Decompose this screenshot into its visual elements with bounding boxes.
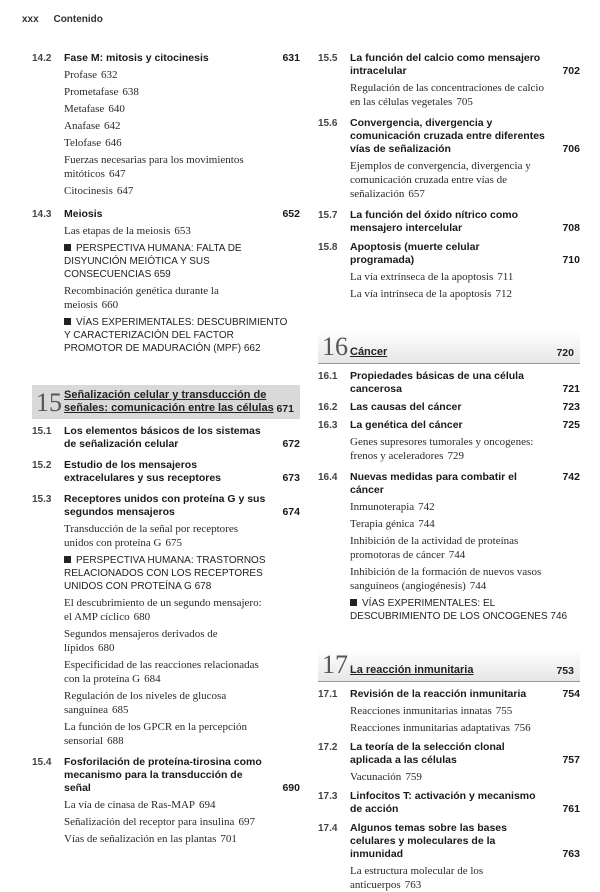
section-page: 763 [562, 848, 580, 860]
toc-entry[interactable]: La vía extrínseca de la apoptosis 711 [350, 271, 514, 283]
section-15-3[interactable] [32, 493, 300, 519]
chapter-title: Cáncer [350, 346, 388, 358]
section-15-7[interactable] [318, 209, 580, 235]
section-title: Convergencia, divergencia y comunicación cruzada entre diferentes vías de señalización [350, 117, 545, 155]
section-page: 725 [562, 419, 580, 431]
toc-entry[interactable]: Prometafase 638 [64, 86, 139, 98]
toc-entry[interactable]: Profase 632 [64, 69, 118, 81]
section-title: Nuevas medidas para combatir el cáncer [350, 471, 517, 496]
section-15-5[interactable] [318, 52, 580, 78]
toc-entry[interactable]: Fuerzas necesarias para los movimientos mitóticos 647 [64, 154, 244, 180]
feature-box-entry[interactable]: PERSPECTIVA HUMANA: FALTA DE DISYUNCIÓN MEIÓTICA Y SUS CONSECUENCIAS 659 [64, 243, 242, 280]
square-bullet-icon [64, 318, 71, 325]
section-page: 742 [562, 471, 580, 483]
chapter-page: 671 [276, 403, 294, 415]
section-17-4[interactable] [318, 822, 580, 861]
section-page: 652 [282, 208, 300, 220]
section-title: Estudio de los mensajeros extracelulares y sus receptores [64, 459, 222, 484]
section-page: 723 [562, 401, 580, 413]
toc-entry[interactable]: Regulación de los niveles de glucosa sanguínea 685 [64, 690, 227, 716]
section-title: Propiedades básicas de una célula cancerosa [350, 370, 524, 395]
section-number: 14.3 [32, 209, 52, 220]
section-number: 16.3 [318, 420, 338, 431]
square-bullet-icon [64, 244, 71, 251]
section-17-1[interactable] [318, 688, 580, 701]
section-15-4[interactable] [32, 756, 300, 795]
section-page: 673 [282, 472, 300, 484]
section-page: 757 [562, 754, 580, 766]
section-16-4[interactable] [318, 471, 580, 497]
chapter-17-heading[interactable] [318, 649, 580, 682]
section-16-1[interactable] [318, 370, 580, 396]
chapter-number: 15 [36, 388, 62, 417]
section-number: 15.1 [32, 426, 52, 437]
section-number: 15.8 [318, 242, 338, 253]
section-page: 706 [562, 143, 580, 155]
chapter-title: La reacción inmunitaria [350, 664, 474, 676]
chapter-number: 16 [322, 332, 348, 361]
section-15-8[interactable] [318, 241, 580, 267]
left-column [32, 52, 300, 846]
toc-entry[interactable]: Inhibición de la formación de nuevos vasos sanguíneos (angiogénesis) 744 [350, 566, 542, 592]
section-title: Algunos temas sobre las bases celulares y moleculares de la inmunidad [350, 822, 507, 860]
section-title: Apoptosis (muerte celular programada) [350, 241, 480, 266]
feature-box-entry[interactable]: VÍAS EXPERIMENTALES: DESCUBRIMIENTO Y CARACTERIZACIÓN DEL FACTOR PROMOTOR DE MADURACIÓN (MPF) 662 [64, 317, 288, 354]
section-title: La teoría de la selección clonal aplicada a las células [350, 741, 505, 766]
section-15-6[interactable] [318, 117, 580, 156]
toc-entry[interactable]: Inmunoterapia 742 [350, 501, 435, 513]
toc-entry[interactable]: Vacunación 759 [350, 771, 422, 783]
toc-entry[interactable]: Reacciones inmunitarias adaptativas 756 [350, 722, 531, 734]
section-16-3[interactable] [318, 419, 580, 432]
feature-box-entry[interactable]: PERSPECTIVA HUMANA: TRASTORNOS RELACIONADOS CON LOS RECEPTORES UNIDOS CON PROTEÍNA G 678 [64, 555, 266, 592]
section-title: Meiosis [64, 208, 103, 220]
toc-entry[interactable]: La función de los GPCR en la percepción sensorial 688 [64, 721, 247, 747]
section-page: 690 [282, 782, 300, 794]
section-14-2[interactable] [32, 52, 300, 65]
square-bullet-icon [350, 599, 357, 606]
toc-entry[interactable]: Señalización del receptor para insulina 697 [64, 816, 255, 828]
section-14-3[interactable] [32, 208, 300, 221]
section-page: 708 [562, 222, 580, 234]
section-number: 15.6 [318, 118, 338, 129]
toc-entry[interactable]: Terapia génica 744 [350, 518, 435, 530]
chapter-number: 17 [322, 650, 348, 679]
header-title: Contenido [53, 14, 103, 25]
toc-entry[interactable]: Regulación de las concentraciones de calcio en las células vegetales 705 [350, 82, 544, 108]
section-page: 631 [282, 52, 300, 64]
section-page: 721 [562, 383, 580, 395]
section-number: 15.3 [32, 494, 52, 505]
section-15-2[interactable] [32, 459, 300, 485]
section-title: Las causas del cáncer [350, 401, 462, 413]
section-number: 15.5 [318, 53, 338, 64]
toc-entry[interactable]: La vía de cinasa de Ras-MAP 694 [64, 799, 216, 811]
section-title: La genética del cáncer [350, 419, 463, 431]
section-number: 17.4 [318, 823, 338, 834]
chapter-page: 720 [556, 347, 574, 359]
toc-entry[interactable]: Vías de señalización en las plantas 701 [64, 833, 237, 845]
section-number: 17.2 [318, 742, 338, 753]
section-17-2[interactable] [318, 741, 580, 767]
toc-entry[interactable]: Inhibición de la actividad de proteínas promotoras de cáncer 744 [350, 535, 519, 561]
chapter-page: 753 [556, 665, 574, 677]
toc-entry[interactable]: Segundos mensajeros derivados de lípidos 680 [64, 628, 218, 654]
section-number: 16.1 [318, 371, 338, 382]
toc-entry[interactable]: Metafase 640 [64, 103, 125, 115]
toc-entry[interactable]: Telofase 646 [64, 137, 122, 149]
toc-entry[interactable]: Transducción de la señal por receptores unidos con proteína G 675 [64, 523, 239, 549]
running-header [22, 14, 115, 25]
section-title: La función del calcio como mensajero intracelular [350, 52, 541, 77]
section-number: 16.2 [318, 402, 338, 413]
toc-entry[interactable]: Citocinesis 647 [64, 185, 134, 197]
toc-entry[interactable]: Anafase 642 [64, 120, 121, 132]
section-page: 754 [562, 688, 580, 700]
section-title: Fosforilación de proteína-tirosina como mecanismo para la transducción de señal [64, 756, 262, 794]
section-page: 674 [282, 506, 300, 518]
toc-entry[interactable]: Especificidad de las reacciones relacionadas con la proteína G 684 [64, 659, 259, 685]
section-number: 15.7 [318, 210, 338, 221]
section-page: 761 [562, 803, 580, 815]
section-17-3[interactable] [318, 790, 580, 816]
header-page-number: xxx [22, 14, 39, 25]
chapter-15-heading[interactable] [32, 385, 300, 419]
chapter-title: Señalización celular y transducción de señales: comunicación entre las células [64, 389, 274, 414]
toc-entry[interactable]: Reacciones inmunitarias innatas 755 [350, 705, 513, 717]
section-number: 17.3 [318, 791, 338, 802]
toc-entry[interactable]: Recombinación genética durante la meiosis 660 [64, 285, 219, 311]
section-page: 710 [562, 254, 580, 266]
section-title: La función del óxido nítrico como mensajero intercelular [350, 209, 519, 234]
toc-entry[interactable]: La vía intrínseca de la apoptosis 712 [350, 288, 512, 300]
section-title: Receptores unidos con proteína G y sus segundos mensajeros [64, 493, 266, 518]
section-page: 702 [562, 65, 580, 77]
section-number: 17.1 [318, 689, 338, 700]
section-page: 672 [282, 438, 300, 450]
section-title: Revisión de la reacción inmunitaria [350, 688, 527, 700]
toc-entry[interactable]: Las etapas de la meiosis 653 [64, 225, 191, 237]
section-number: 16.4 [318, 472, 338, 483]
toc-entry[interactable]: Ejemplos de convergencia, divergencia y comunicación cruzada entre vías de señalización 657 [350, 160, 531, 200]
chapter-16-heading[interactable] [318, 331, 580, 364]
section-15-1[interactable] [32, 425, 300, 451]
section-number: 15.2 [32, 460, 52, 471]
toc-entry[interactable]: La estructura molecular de los anticuerpos 763 [350, 865, 484, 891]
toc-entry[interactable]: El descubrimiento de un segundo mensajero: el AMP cíclico 680 [64, 597, 262, 623]
section-number: 15.4 [32, 757, 52, 768]
square-bullet-icon [64, 556, 71, 563]
toc-entry[interactable]: Genes supresores tumorales y oncogenes: frenos y aceleradores 729 [350, 436, 534, 462]
section-16-2[interactable] [318, 401, 580, 414]
section-title: Los elementos básicos de los sistemas de señalización celular [64, 425, 261, 450]
right-column [318, 52, 580, 892]
section-title: Linfocitos T: activación y mecanismo de acción [350, 790, 536, 815]
section-title: Fase M: mitosis y citocinesis [64, 52, 209, 64]
section-number: 14.2 [32, 53, 52, 64]
feature-box-entry[interactable]: VÍAS EXPERIMENTALES: EL DESCUBRIMIENTO DE LOS ONCOGENES 746 [350, 598, 568, 622]
